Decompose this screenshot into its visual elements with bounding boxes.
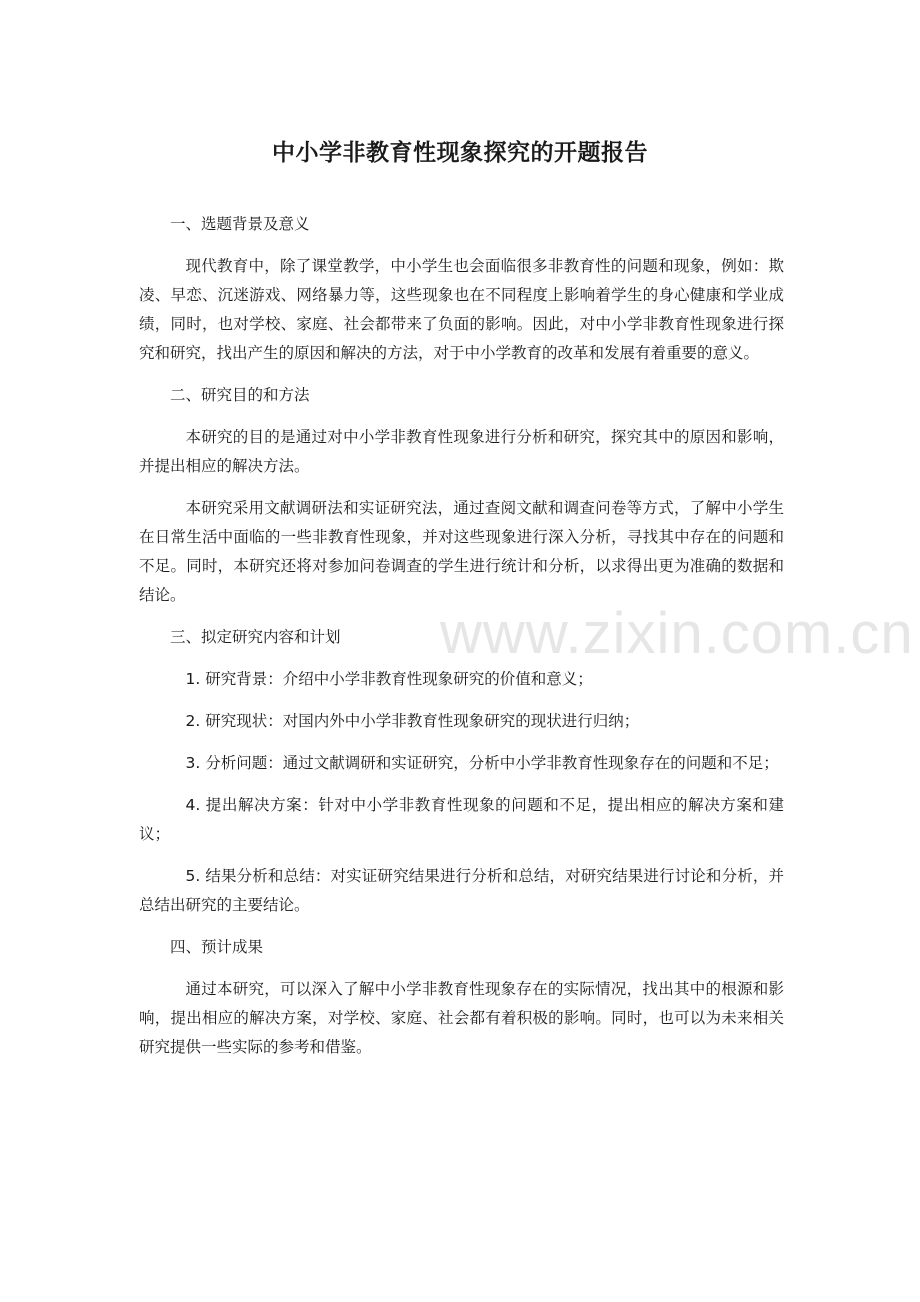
section-heading-purpose: 二、研究目的和方法 [170,386,310,404]
watermark: www.zixin.com.cn [440,601,914,666]
document-title: 中小学非教育性现象探究的开题报告 [272,140,648,166]
plan-item: 1. 研究背景：介绍中小学非教育性现象研究的价值和意义； [185,670,593,688]
paragraph-background: 现代教育中，除了课堂教学，中小学生也会面临很多非教育性的问题和现象，例如：欺凌、早恋、沉迷游戏、网络暴力等，这些现象也在不同程度上影响着学生的身心健康和学业成绩，同时，也对学校、家庭、社会都带来了负面的影响。因此，对中小学非教育性现象进行探究和研究，找出产生的原因和解决的方法，对于中小学教育的改革和发展有着重要的意义。 [139,257,784,362]
paragraph-outcomes: 通过本研究，可以深入了解中小学非教育性现象存在的实际情况，找出其中的根源和影响，提出相应的解决方案，对学校、家庭、社会都有着积极的影响。同时，也可以为未来相关研究提供一些实际的参考和借鉴。 [139,980,784,1056]
plan-item: 5. 结果分析和总结：对实证研究结果进行分析和总结，对研究结果进行讨论和分析，并总结出研究的主要结论。 [139,867,784,914]
section-heading-outcomes: 四、预计成果 [170,938,264,956]
section-heading-background: 一、选题背景及意义 [170,215,310,233]
paragraph-purpose: 本研究的目的是通过对中小学非教育性现象进行分析和研究，探究其中的原因和影响，并提出相应的解决方法。 [139,428,784,475]
paragraph-method: 本研究采用文献调研法和实证研究法，通过查阅文献和调查问卷等方式，了解中小学生在日常生活中面临的一些非教育性现象，并对这些现象进行深入分析，寻找其中存在的问题和不足。同时，本研究还将对参加问卷调查的学生进行统计和分析，以求得出更为准确的数据和结论。 [139,499,784,604]
plan-item: 3. 分析问题：通过文献调研和实证研究，分析中小学非教育性现象存在的问题和不足； [185,754,779,772]
section-heading-plan: 三、拟定研究内容和计划 [170,628,341,646]
plan-item: 4. 提出解决方案：针对中小学非教育性现象的问题和不足，提出相应的解决方案和建议； [139,796,784,843]
plan-item: 2. 研究现状：对国内外中小学非教育性现象研究的现状进行归纳； [185,712,640,730]
